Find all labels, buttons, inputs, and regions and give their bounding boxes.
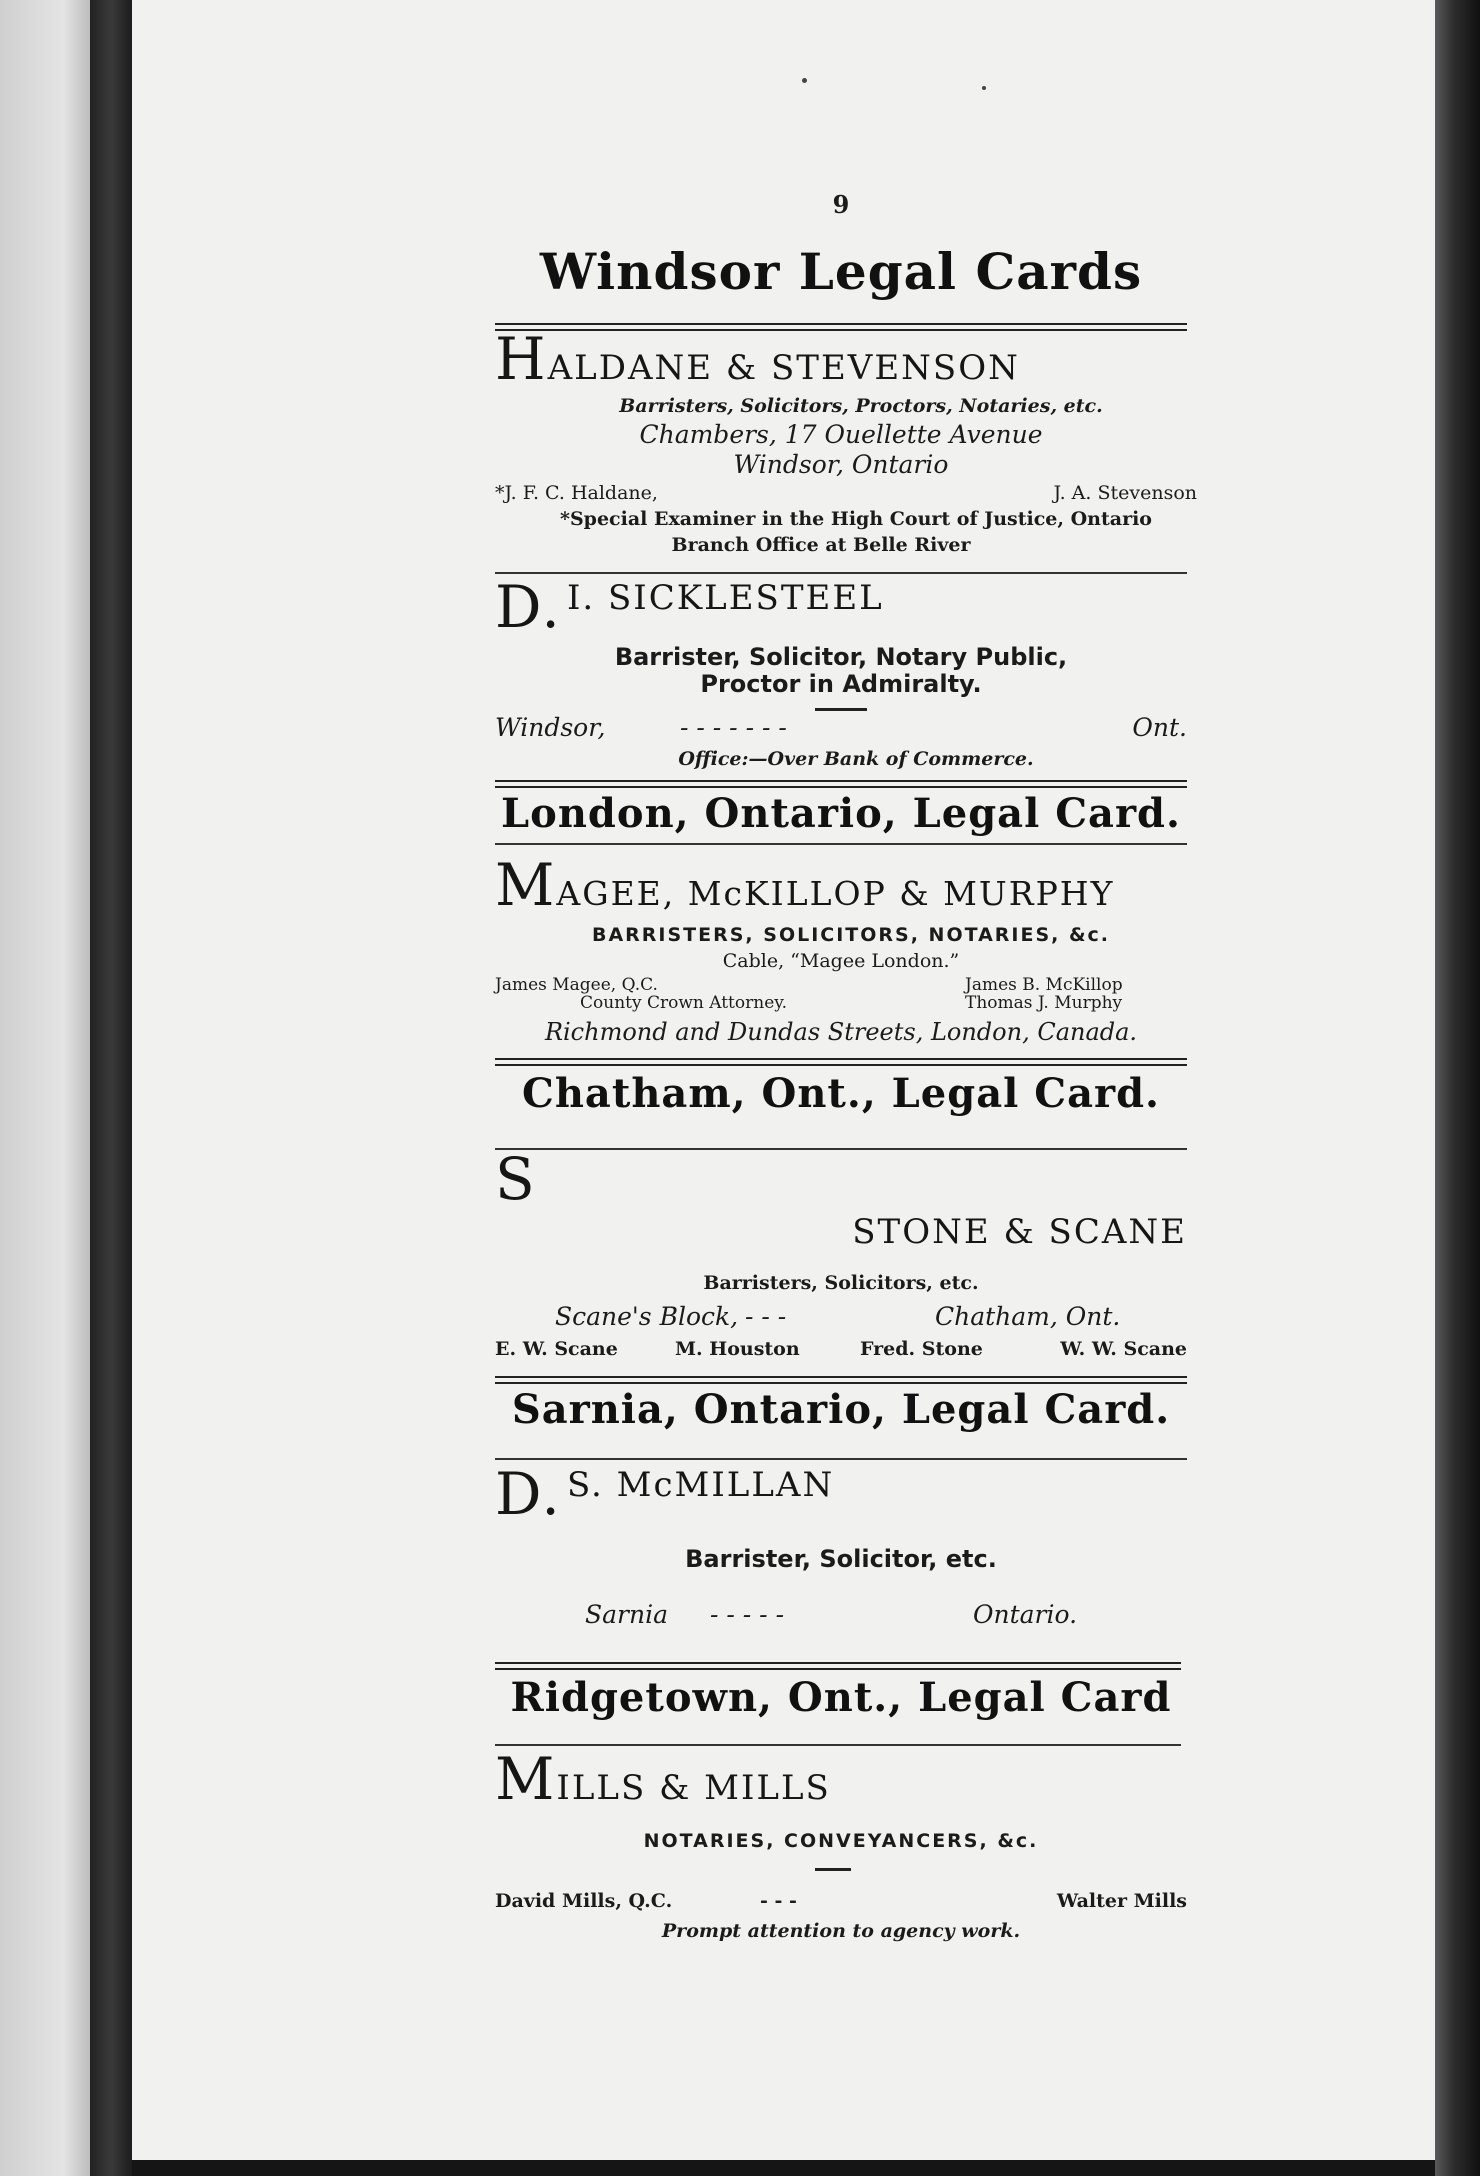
drop-cap: M (495, 1745, 557, 1813)
drop-cap: D. (495, 573, 562, 641)
haldane-chambers: Chambers, 17 Ouellette Avenue (639, 420, 1043, 449)
haldane-firm-name (495, 325, 1187, 393)
firm-name: ILLS & MILLS (556, 1768, 831, 1808)
partner-magee: James Magee, Q.C. (495, 975, 658, 995)
book-page (132, 0, 1435, 2160)
short-rule (815, 1868, 851, 1871)
mills-profession: NOTARIES, CONVEYANCERS, &c. (643, 1830, 1039, 1852)
magee-firm-name (495, 851, 1187, 919)
double-rule (495, 780, 1187, 788)
magee-partners-row1 (495, 975, 1187, 995)
facing-page-edge (0, 0, 90, 2176)
haldane-profession: Barristers, Solicitors, Proctors, Notaries, etc. (619, 395, 1103, 417)
single-rule (495, 843, 1187, 845)
city: Windsor, (495, 713, 606, 742)
partner: M. Houston (675, 1338, 800, 1360)
haldane-note: *Special Examiner in the High Court of Justice, Ontario (560, 508, 1152, 530)
dashes: - - - (760, 1890, 797, 1912)
haldane-partners (495, 482, 1197, 504)
sarnia-header: Sarnia, Ontario, Legal Card. (511, 1386, 1171, 1433)
speck (802, 78, 807, 83)
firm-name: AGEE, McKILLOP & MURPHY (556, 874, 1115, 913)
scane-firm-name-2: STONE & SCANE (852, 1212, 1187, 1252)
single-rule (495, 1744, 1181, 1746)
double-rule (495, 1376, 1187, 1384)
city: Sarnia (585, 1600, 668, 1629)
partner: Fred. Stone (860, 1338, 983, 1360)
drop-cap: M (495, 851, 557, 919)
scane-firm-name (495, 1145, 1187, 1213)
magee-address: Richmond and Dundas Streets, London, Canada. (544, 1018, 1138, 1046)
speck (982, 86, 986, 90)
double-rule (495, 1662, 1181, 1670)
page-bottom-shadow (132, 2160, 1435, 2176)
sicklesteel-line2: Proctor in Admiralty. (700, 670, 982, 698)
partner-murphy: Thomas J. Murphy (965, 993, 1123, 1013)
drop-cap: H (495, 325, 548, 393)
partner-stevenson: J. A. Stevenson (1053, 482, 1197, 504)
mcmillan-firm-name (495, 1460, 1187, 1528)
page-stack-edge (1435, 0, 1480, 2176)
block: Scane's Block, (555, 1302, 739, 1331)
single-rule (495, 1458, 1187, 1460)
partner-walter: Walter Mills (1056, 1890, 1187, 1912)
crown-attorney: County Crown Attorney. (580, 993, 788, 1013)
page-number: 9 (832, 190, 850, 219)
sicklesteel-office: Office:—Over Bank of Commerce. (678, 748, 1034, 770)
firm-name: I. SICKLESTEEL (566, 578, 884, 618)
firm-name: S. McMILLAN (566, 1465, 835, 1505)
partner-david: David Mills, Q.C. (495, 1890, 673, 1912)
province: Ont. (1132, 713, 1187, 742)
single-rule (495, 572, 1187, 574)
double-rule (495, 1058, 1187, 1066)
mills-firm-name (495, 1745, 1187, 1813)
dashes: - - - (745, 1302, 787, 1331)
sicklesteel-location (495, 713, 1187, 742)
magee-profession: BARRISTERS, SOLICITORS, NOTARIES, &c. (591, 924, 1111, 946)
province: Ontario. (973, 1600, 1078, 1629)
drop-cap: D. (495, 1460, 562, 1528)
sicklesteel-firm-name (495, 573, 1187, 641)
scane-profession: Barristers, Solicitors, etc. (703, 1272, 979, 1294)
mcmillan-profession: Barrister, Solicitor, etc. (685, 1545, 997, 1573)
drop-cap: S (495, 1145, 537, 1213)
short-rule (815, 708, 867, 711)
partner: W. W. Scane (1060, 1338, 1187, 1360)
haldane-city: Windsor, Ontario (733, 450, 949, 479)
mills-note: Prompt attention to agency work. (661, 1920, 1021, 1942)
partner-mckillop: James B. McKillop (965, 975, 1123, 995)
magee-cable: Cable, “Magee London.” (722, 950, 960, 972)
london-header: London, Ontario, Legal Card. (501, 790, 1181, 837)
city: Chatham, Ont. (935, 1302, 1121, 1331)
firm-name: ALDANE & STEVENSON (547, 348, 1020, 388)
dashes: - - - - - (710, 1600, 785, 1629)
dashes: - - - - - - - (680, 713, 787, 742)
haldane-branch: Branch Office at Belle River (671, 534, 971, 556)
partner-haldane: *J. F. C. Haldane, (495, 482, 658, 504)
windsor-header: Windsor Legal Cards (539, 242, 1143, 301)
partner: E. W. Scane (495, 1338, 618, 1360)
sicklesteel-line1: Barrister, Solicitor, Notary Public, (614, 643, 1068, 671)
book-gutter (90, 0, 132, 2176)
ridgetown-header: Ridgetown, Ont., Legal Card (510, 1674, 1172, 1721)
chatham-header: Chatham, Ont., Legal Card. (522, 1070, 1160, 1117)
